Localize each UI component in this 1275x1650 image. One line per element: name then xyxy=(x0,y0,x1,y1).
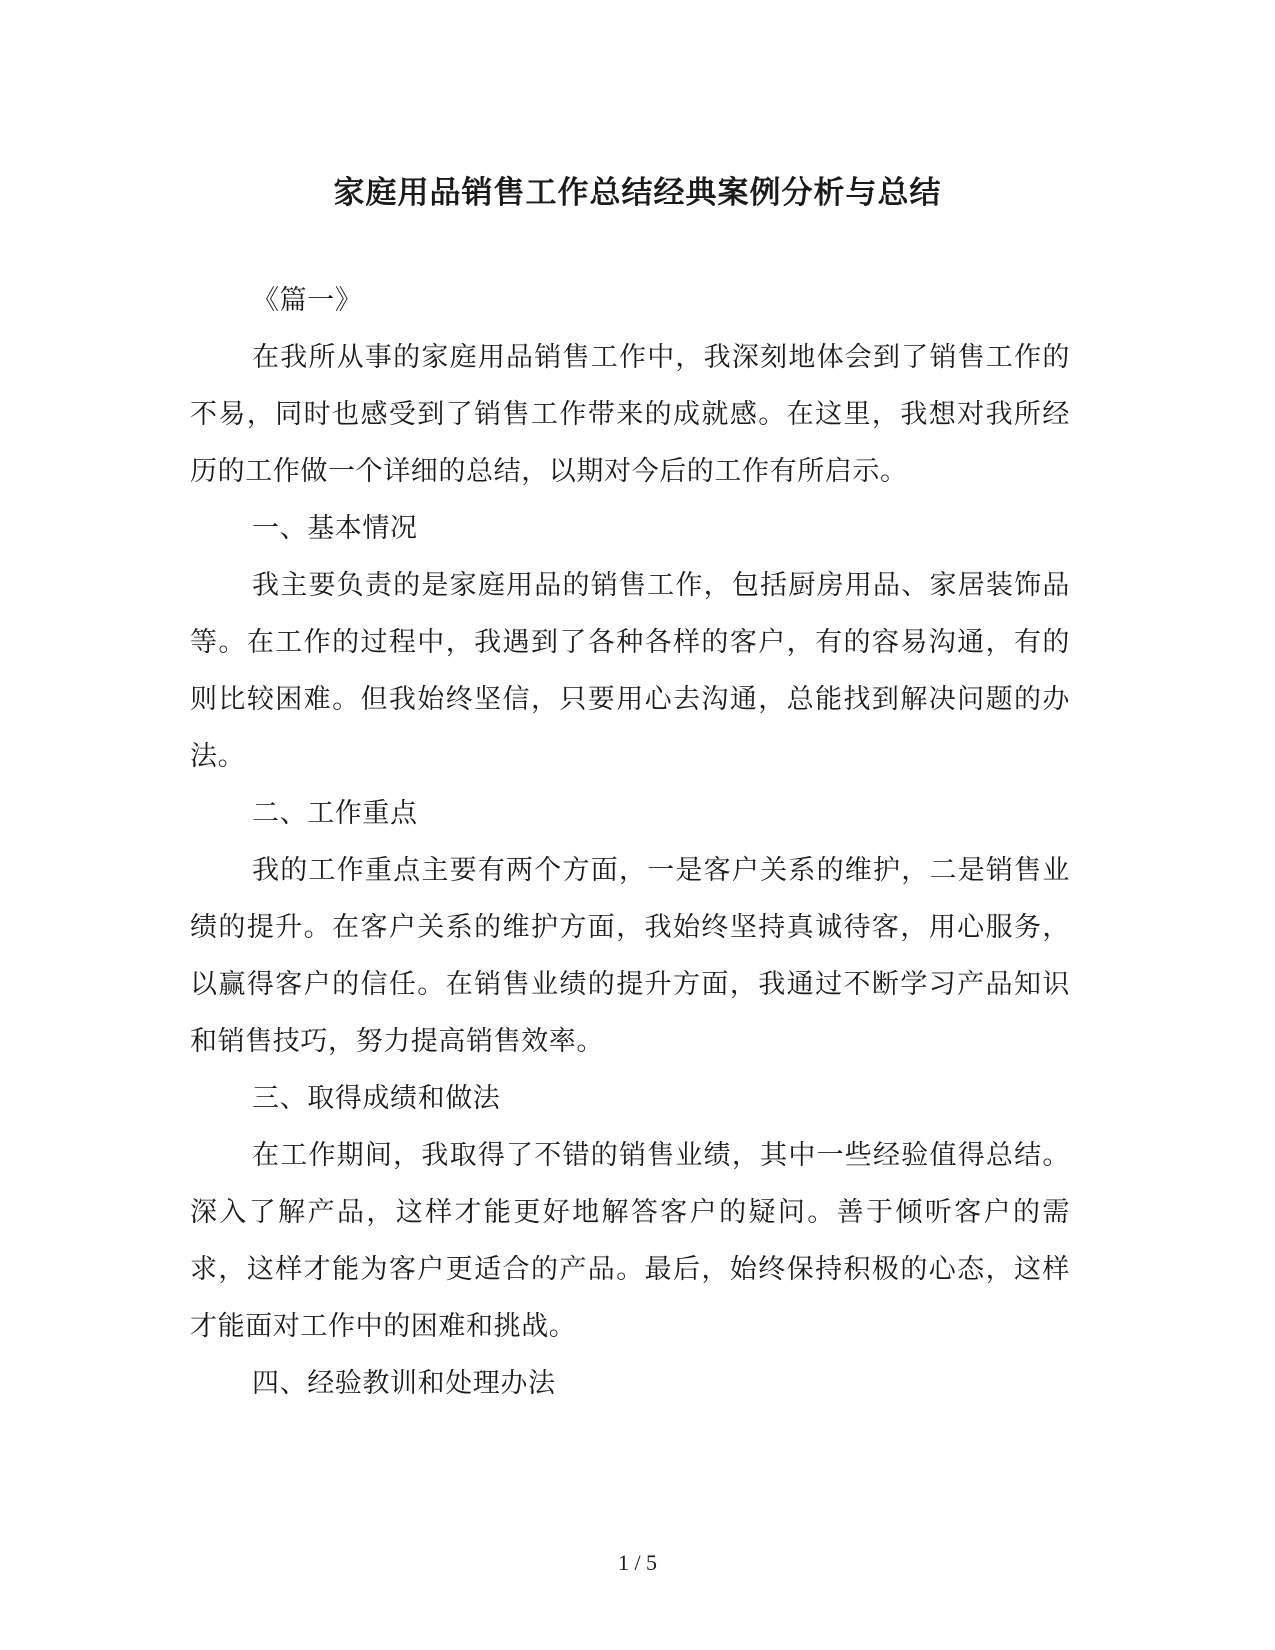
section-body-achievements: 在工作期间，我取得了不错的销售业绩，其中一些经验值得总结。深入了解产品，这样才能更好地解答客户的疑问。善于倾听客户的需求，这样才能为客户更适合的产品。最后，始终保持积极的心态，这样才能面对工作中的困难和挑战。 xyxy=(190,1140,1070,1342)
section-body-basic: 我主要负责的是家庭用品的销售工作，包括厨房用品、家居装饰品等。在工作的过程中，我遇到了各种各样的客户，有的容易沟通，有的则比较困难。但我始终坚信，只要用心去沟通，总能找到解决问题的办法。 xyxy=(190,570,1070,772)
section-heading-achievements: 三、取得成绩和做法 xyxy=(252,1083,501,1114)
page-number: 1 / 5 xyxy=(617,1550,658,1575)
section-heading-basic: 一、基本情况 xyxy=(252,513,418,544)
section-heading-lessons: 四、经验教训和处理办法 xyxy=(252,1368,556,1399)
section-heading-focus: 二、工作重点 xyxy=(252,798,418,829)
intro-paragraph: 在我所从事的家庭用品销售工作中，我深刻地体会到了销售工作的不易，同时也感受到了销售工作带来的成就感。在这里，我想对我所经历的工作做一个详细的总结，以期对今后的工作有所启示。 xyxy=(190,342,1070,487)
section-marker: 《篇一》 xyxy=(252,285,363,316)
document-body xyxy=(190,272,1070,1412)
section-body-focus: 我的工作重点主要有两个方面，一是客户关系的维护，二是销售业绩的提升。在客户关系的维护方面，我始终坚持真诚待客，用心服务，以赢得客户的信任。在销售业绩的提升方面，我通过不断学习产品知识和销售技巧，努力提高销售效率。 xyxy=(190,855,1070,1057)
document-title: 家庭用品销售工作总结经典案例分析与总结 xyxy=(333,175,942,211)
